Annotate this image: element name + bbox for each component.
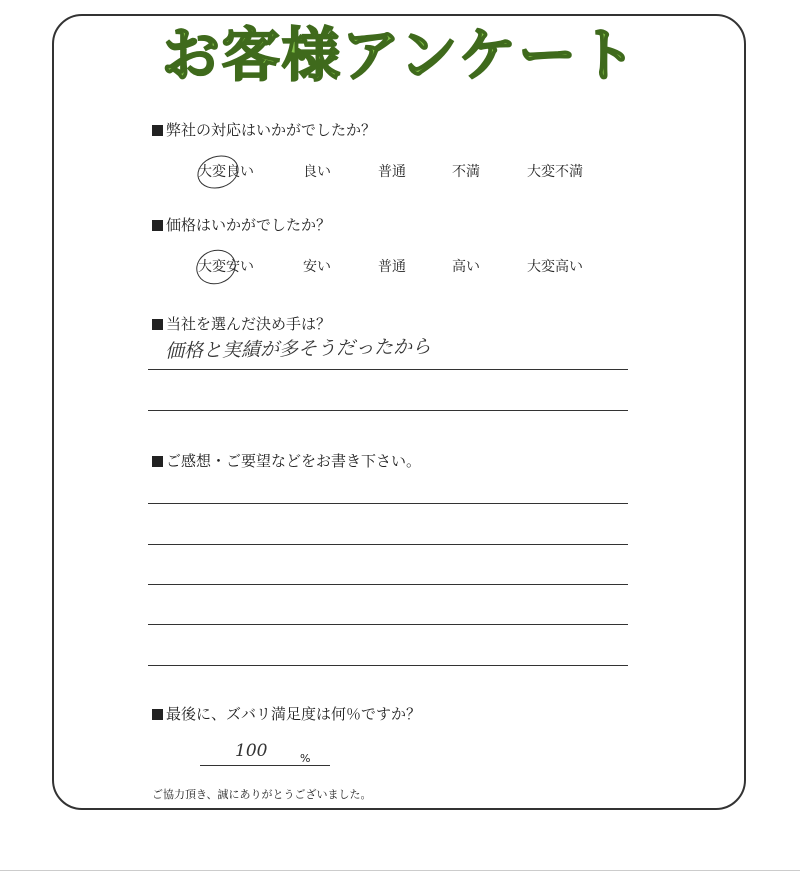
q4-answer-line-1 [148, 503, 628, 504]
question-1 [152, 123, 376, 138]
question-3-label: 当社を選んだ決め手は？ [166, 315, 332, 333]
q3-answer-line-2 [148, 410, 628, 411]
page-bottom-divider [0, 870, 800, 871]
bullet-square-icon [152, 125, 163, 136]
bullet-square-icon [152, 220, 163, 231]
question-2 [152, 218, 331, 233]
q5-percent-unit: % [300, 752, 311, 765]
bullet-square-icon [152, 456, 163, 467]
question-1-label: 弊社の対応はいかがでしたか？ [166, 121, 377, 139]
q3-answer-line-1 [148, 369, 628, 370]
q4-answer-line-3 [148, 584, 628, 585]
q1-option-1[interactable]: 大変良い [198, 164, 254, 180]
q5-answer-line [200, 765, 330, 766]
q1-option-2[interactable]: 良い [303, 164, 331, 180]
q3-handwritten-answer[interactable]: 価格と実績が多そうだったから [164, 335, 432, 363]
bullet-square-icon [152, 319, 163, 330]
question-4 [152, 454, 421, 469]
question-2-label: 価格はいかがでしたか？ [166, 216, 332, 234]
question-5-label: 最後に、ズバリ満足度は何％ですか？ [166, 705, 422, 723]
q4-answer-line-5 [148, 665, 628, 666]
q2-option-1[interactable]: 大変安い [198, 259, 254, 275]
q1-option-4[interactable]: 不満 [452, 164, 480, 180]
q1-option-3[interactable]: 普通 [378, 164, 406, 180]
survey-title: お客様アンケート [161, 21, 639, 89]
q1-option-5[interactable]: 大変不満 [527, 164, 583, 180]
q2-option-5[interactable]: 大変高い [527, 259, 583, 275]
closing-message: ご協力頂き、誠にありがとうございました。 [152, 788, 372, 801]
question-4-label: ご感想・ご要望などをお書き下さい。 [166, 452, 422, 470]
q4-answer-line-4 [148, 624, 628, 625]
q2-option-2[interactable]: 安い [303, 259, 331, 275]
question-5 [152, 707, 421, 722]
q2-option-3[interactable]: 普通 [378, 259, 406, 275]
q4-answer-line-2 [148, 544, 628, 545]
question-3 [152, 317, 331, 332]
q5-handwritten-answer[interactable]: 100 [235, 741, 268, 761]
bullet-square-icon [152, 709, 163, 720]
q2-option-4[interactable]: 高い [452, 259, 480, 275]
